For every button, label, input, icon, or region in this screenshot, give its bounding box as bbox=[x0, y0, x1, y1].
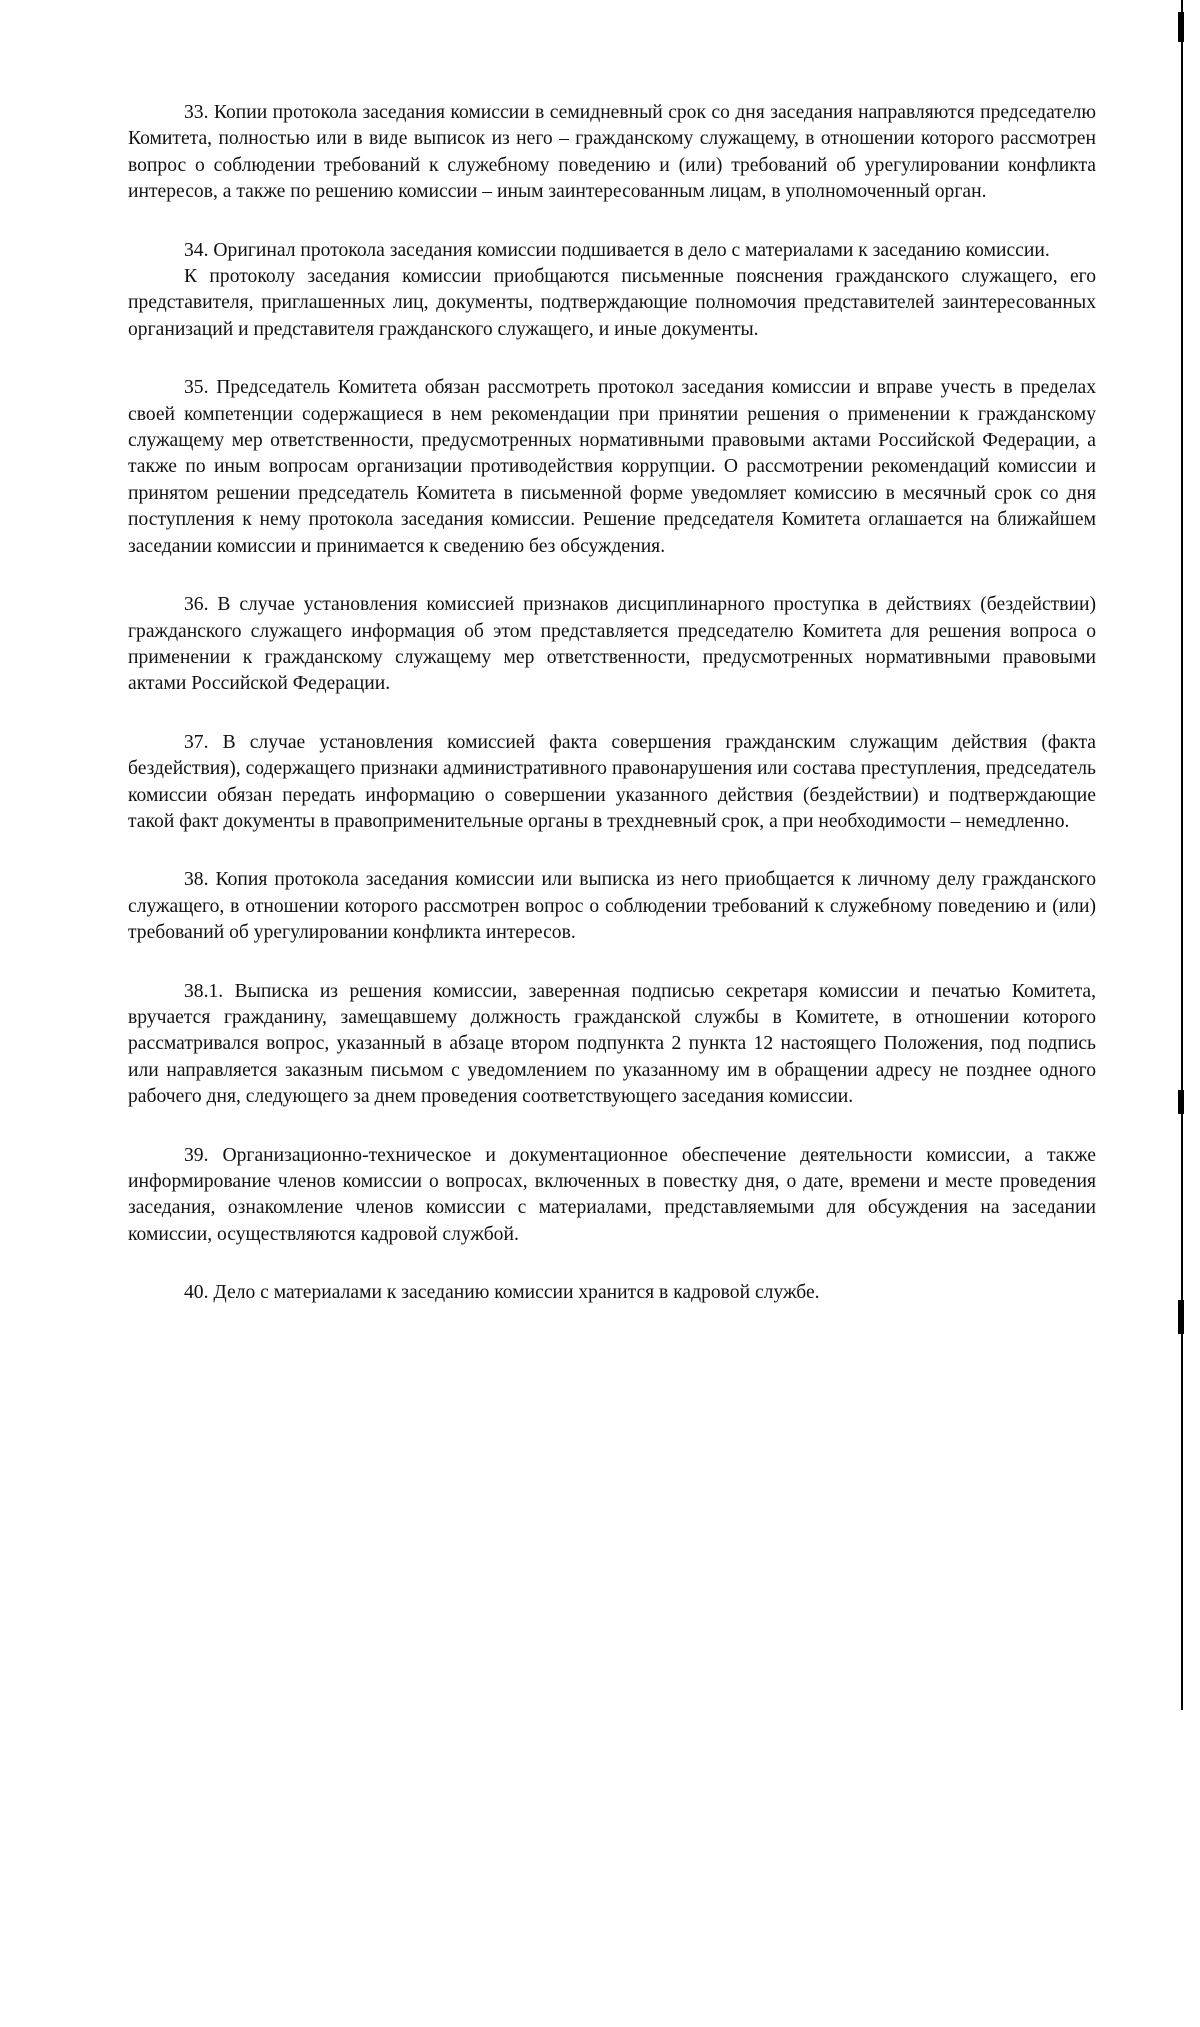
scan-edge-mark bbox=[1178, 1090, 1184, 1114]
scan-page-edge bbox=[1181, 0, 1183, 1710]
paragraph-39: 39. Организационно-техническое и документационное обеспечение деятельности комиссии, а также информирование членов комиссии о вопросах, включенных в повестку дня, о дате, времени и месте проведения заседания, ознакомление членов комиссии с материалами, представляемыми для обсуждения на заседании комиссии, осуществляются кадровой службой. bbox=[128, 1144, 1096, 1245]
paragraph-38-1: 38.1. Выписка из решения комиссии, заверенная подписью секретаря комиссии и печатью Комитета, вручается гражданину, замещавшему должность гражданской службы в Комитете, в отношении которого рассматривался вопрос, указанный в абзаце втором подпункта 2 пункта 12 настоящего Положения, под подпись или направляется заказным письмом с уведомлением по указанному им в обращении адресу не позднее одного рабочего дня, следующего за днем проведения соответствующего заседания комиссии. bbox=[128, 980, 1096, 1108]
document-body bbox=[128, 100, 1096, 1307]
paragraph-34: 34. Оригинал протокола заседания комиссии подшивается в дело с материалами к заседанию комиссии. bbox=[184, 239, 1050, 261]
paragraph-33: 33. Копии протокола заседания комиссии в семидневный срок со дня заседания направляются председателю Комитета, полностью или в виде выписок из него – гражданскому служащему, в отношении которого рассмотрен вопрос о соблюдении требований к служебному поведению и (или) требований об урегулировании конфликта интересов, а также по решению комиссии – иным заинтересованным лицам, в уполномоченный орган. bbox=[128, 102, 1096, 203]
scan-edge-mark bbox=[1178, 12, 1184, 42]
paragraph-37: 37. В случае установления комиссией факта совершения гражданским служащим действия (факта бездействия), содержащего признаки административного правонарушения или состава преступления, председатель комиссии обязан передать информацию о совершении указанного действия (бездействии) и подтверждающие такой факт документы в правоприменительные органы в трехдневный срок, а при необходимости – немедленно. bbox=[128, 731, 1096, 832]
scan-edge-mark bbox=[1178, 1300, 1184, 1334]
paragraph-34-continuation: К протоколу заседания комиссии приобщаются письменные пояснения гражданского служащего, его представителя, приглашенных лиц, документы, подтверждающие полномочия представителей заинтересованных организаций и представителя гражданского служащего, и иные документы. bbox=[128, 266, 1096, 340]
paragraph-40: 40. Дело с материалами к заседанию комиссии хранится в кадровой службе. bbox=[184, 1282, 820, 1304]
paragraph-36: 36. В случае установления комиссией признаков дисциплинарного проступка в действиях (бездействии) гражданского служащего информация об этом представляется председателю Комитета для решения вопроса о применении к гражданскому служащему мер ответственности, предусмотренных нормативными правовыми актами Российской Федерации. bbox=[128, 594, 1096, 695]
paragraph-38: 38. Копия протокола заседания комиссии или выписка из него приобщается к личному делу гражданского служащего, в отношении которого рассмотрен вопрос о соблюдении требований к служебному поведению и (или) требований об урегулировании конфликта интересов. bbox=[128, 869, 1096, 944]
paragraph-35: 35. Председатель Комитета обязан рассмотреть протокол заседания комиссии и вправе учесть в пределах своей компетенции содержащиеся в нем рекомендации при принятии решения о применении к гражданскому служащему мер ответственности, предусмотренных нормативными правовыми актами Российской Федерации, а также по иным вопросам организации противодействия коррупции. О рассмотрении рекомендаций комиссии и принятом решении председатель Комитета в письменной форме уведомляет комиссию в месячный срок со дня поступления к нему протокола заседания комиссии. Решение председателя Комитета оглашается на ближайшем заседании комиссии и принимается к сведению без обсуждения. bbox=[128, 377, 1096, 557]
